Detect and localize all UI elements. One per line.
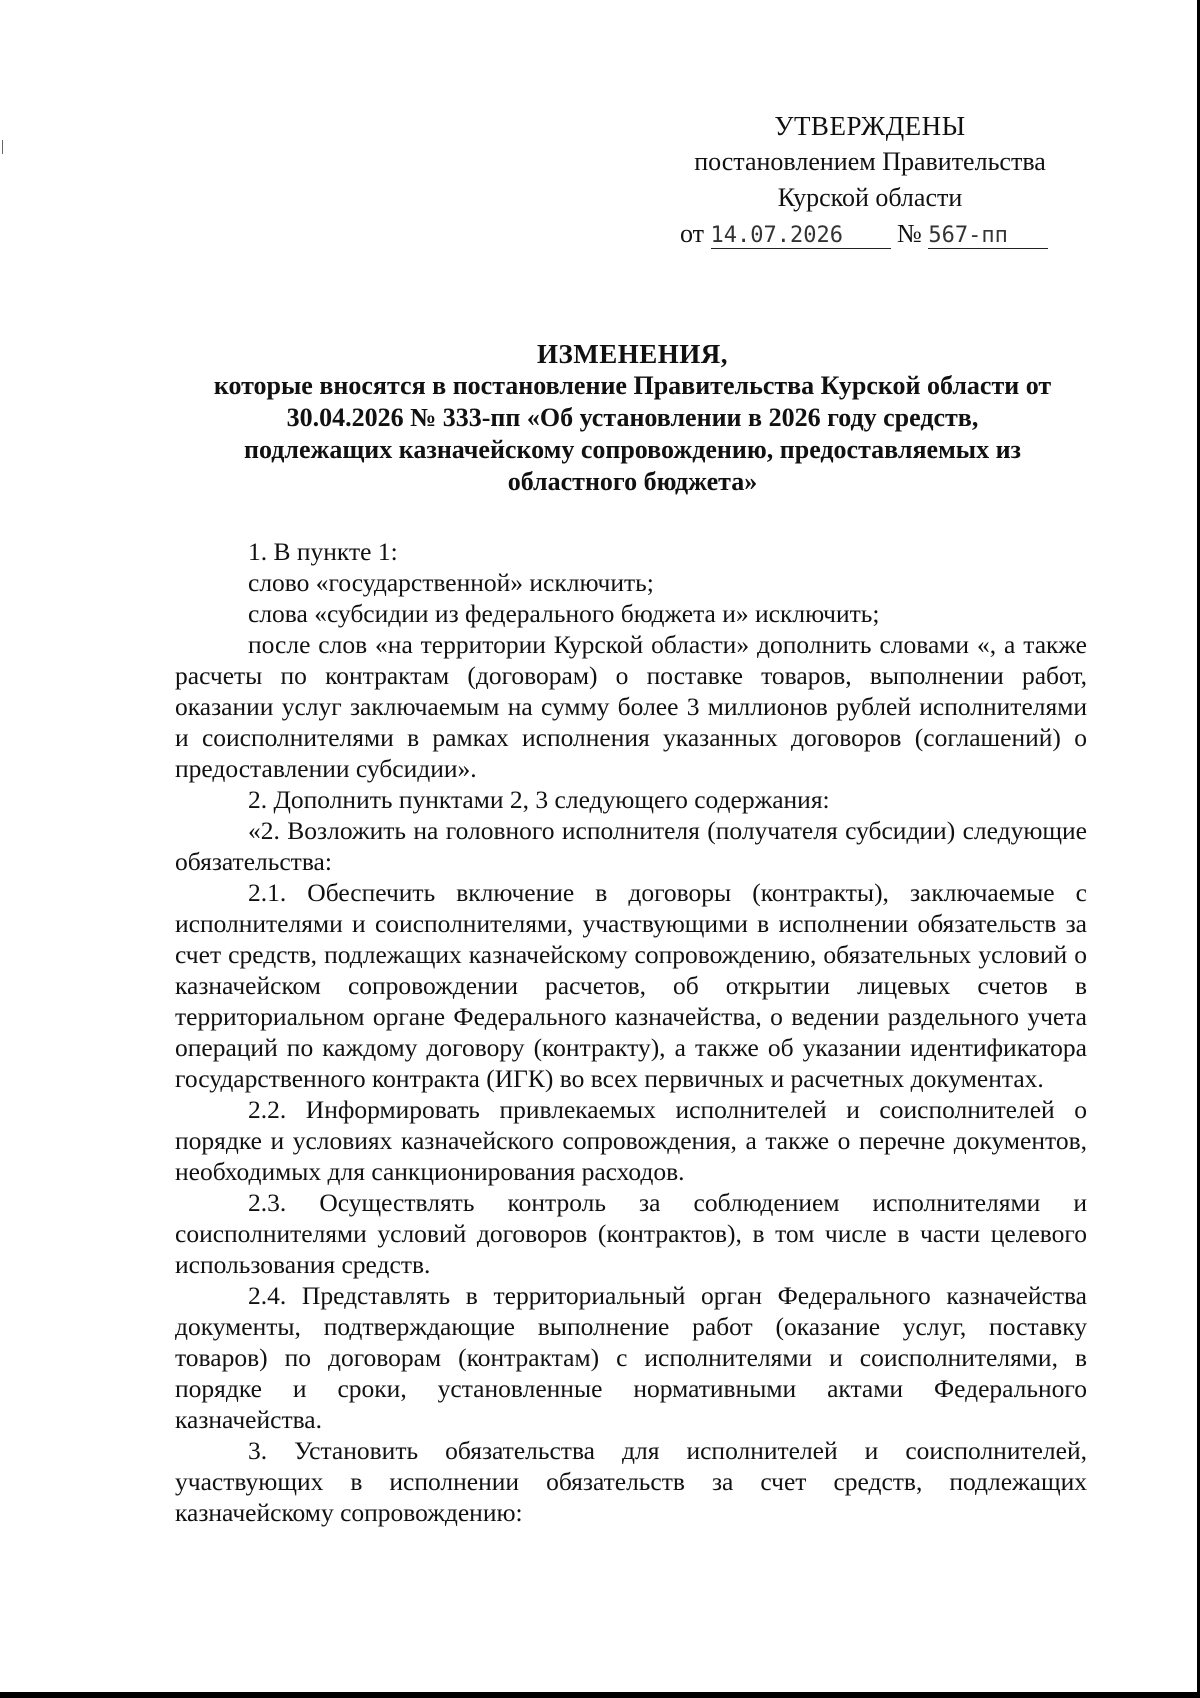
scan-bottom-edge bbox=[0, 1692, 1200, 1698]
paragraph: 1. В пункте 1: bbox=[248, 537, 398, 566]
number-prefix: № bbox=[897, 219, 922, 248]
approval-title: УТВЕРЖДЕНЫ bbox=[774, 111, 966, 141]
paragraph: 2.3. Осуществлять контроль за соблюдением исполнителями и соисполнителями условий договоров (контрактов), в том числе в части целевого использования средств. bbox=[175, 1188, 1087, 1279]
heading-line-4: областного бюджета» bbox=[507, 467, 758, 496]
paragraph: 2.1. Обеспечить включение в договоры (контракты), заключаемые с исполнителями и соисполнителями, участвующими в исполнении обязательств за счет средств, подлежащих казначейскому сопровождению, обязательных условий о казначейском сопровождении расчетов, об открытии лицевых счетов в территориальном органе Федерального казначейства, о ведении раздельного учета операций по каждому договору (контракту), а также об указании идентификатора государственного контракта (ИГК) во всех первичных и расчетных документах. bbox=[175, 878, 1087, 1093]
paragraph: слово «государственной» исключить; bbox=[248, 568, 654, 597]
heading-line-2: 30.04.2026 № 333-пп «Об установлении в 2026 году средств, bbox=[286, 403, 979, 432]
paragraph: после слов «на территории Курской области» дополнить словами «, а также расчеты по контрактам (договорам) о поставке товаров, выполнении работ, оказании услуг заключаемым на сумму более 3 миллионов рублей исполнителями и соисполнителями в рамках исполнения указанных договоров (соглашений) о предоставлении субсидии». bbox=[175, 630, 1087, 783]
approval-block bbox=[650, 108, 1090, 252]
approval-line-1: постановлением Правительства bbox=[694, 147, 1046, 176]
approval-date: 14.07.2026 bbox=[711, 224, 891, 249]
paragraph: 2. Дополнить пунктами 2, 3 следующего содержания: bbox=[248, 785, 830, 814]
heading-line-3: подлежащих казначейскому сопровождению, предоставляемых из bbox=[243, 435, 1022, 464]
heading-main: ИЗМЕНЕНИЯ, bbox=[536, 339, 728, 369]
document-heading bbox=[160, 338, 1105, 498]
paragraph: 3. Установить обязательства для исполнителей и соисполнителей, участвующих в исполнении обязательств за счет средств, подлежащих казначейскому сопровождению: bbox=[175, 1436, 1087, 1527]
document-body bbox=[175, 536, 1087, 1528]
paragraph: слова «субсидии из федерального бюджета и» исключить; bbox=[248, 599, 880, 628]
approval-date-number-line bbox=[650, 216, 1090, 252]
date-prefix: от bbox=[680, 219, 705, 248]
approval-line-2: Курской области bbox=[777, 183, 963, 212]
approval-number: 567-пп bbox=[928, 224, 1048, 249]
scan-mark bbox=[2, 140, 3, 154]
heading-line-1: которые вносятся в постановление Правительства Курской области от bbox=[213, 371, 1052, 400]
paragraph: «2. Возложить на головного исполнителя (получателя субсидии) следующие обязательства: bbox=[175, 816, 1087, 876]
paragraph: 2.2. Информировать привлекаемых исполнителей и соисполнителей о порядке и условиях казначейского сопровождения, а также о перечне документов, необходимых для санкционирования расходов. bbox=[175, 1095, 1087, 1186]
paragraph: 2.4. Представлять в территориальный орган Федерального казначейства документы, подтверждающие выполнение работ (оказание услуг, поставку товаров) по договорам (контрактам) с исполнителями и соисполнителями, в порядке и сроки, установленные нормативными актами Федерального казначейства. bbox=[175, 1281, 1087, 1434]
